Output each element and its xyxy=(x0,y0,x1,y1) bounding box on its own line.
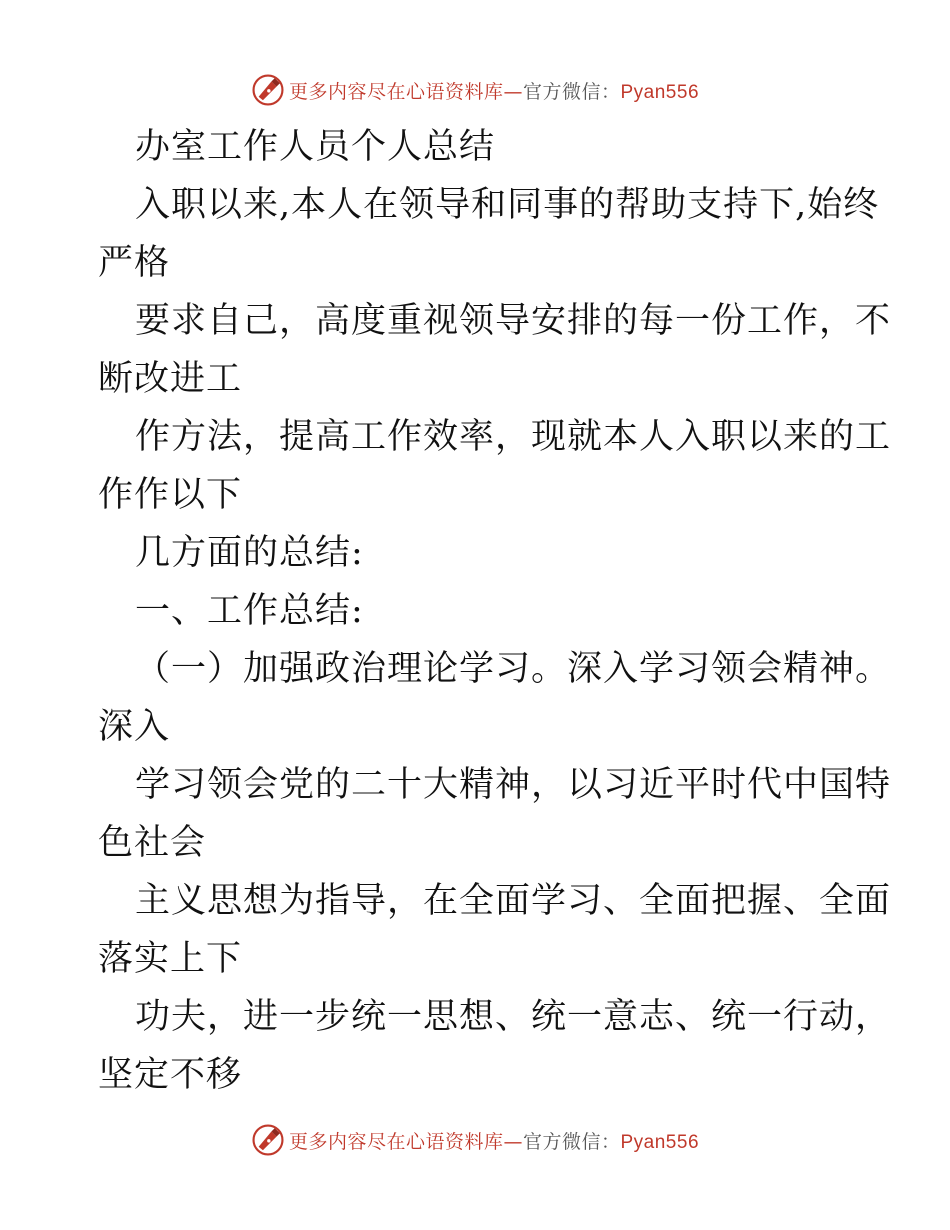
watermark-text: 更多内容尽在心语资料库—官方微信：Pyan556 xyxy=(288,80,700,103)
paragraph-line: 色社会 xyxy=(98,823,207,863)
paragraph-line: 作作以下 xyxy=(98,475,243,515)
subsection-heading: （一）加强政治理论学习。深入学习领会精神。 xyxy=(135,649,892,689)
pen-logo-icon xyxy=(251,73,285,107)
paragraph-line: 几方面的总结: xyxy=(135,533,364,573)
paragraph-line: 要求自己，高度重视领导安排的每一份工作，不 xyxy=(135,301,892,341)
section-heading: 一、工作总结: xyxy=(135,591,364,631)
paragraph-line: 坚定不移 xyxy=(98,1055,243,1095)
header-watermark xyxy=(0,70,950,110)
document-body xyxy=(98,118,892,1104)
pen-logo-icon xyxy=(251,1123,285,1157)
paragraph-line: 落实上下 xyxy=(98,939,243,979)
paragraph-line: 深入 xyxy=(98,707,171,747)
watermark-text: 更多内容尽在心语资料库—官方微信：Pyan556 xyxy=(288,1130,700,1153)
document-title: 办室工作人员个人总结 xyxy=(135,127,496,167)
paragraph-line: 断改进工 xyxy=(98,359,243,399)
paragraph-line: 严格 xyxy=(98,243,171,283)
paragraph-line: 入职以来,本人在领导和同事的帮助支持下,始终 xyxy=(135,185,880,225)
paragraph-line: 主义思想为指导，在全面学习、全面把握、全面 xyxy=(135,881,892,921)
paragraph-line: 学习领会党的二十大精神，以习近平时代中国特 xyxy=(135,765,892,805)
paragraph-line: 功夫，进一步统一思想、统一意志、统一行动， xyxy=(135,997,892,1037)
paragraph-line: 作方法，提高工作效率，现就本人入职以来的工 xyxy=(135,417,892,457)
footer-watermark xyxy=(0,1120,950,1160)
